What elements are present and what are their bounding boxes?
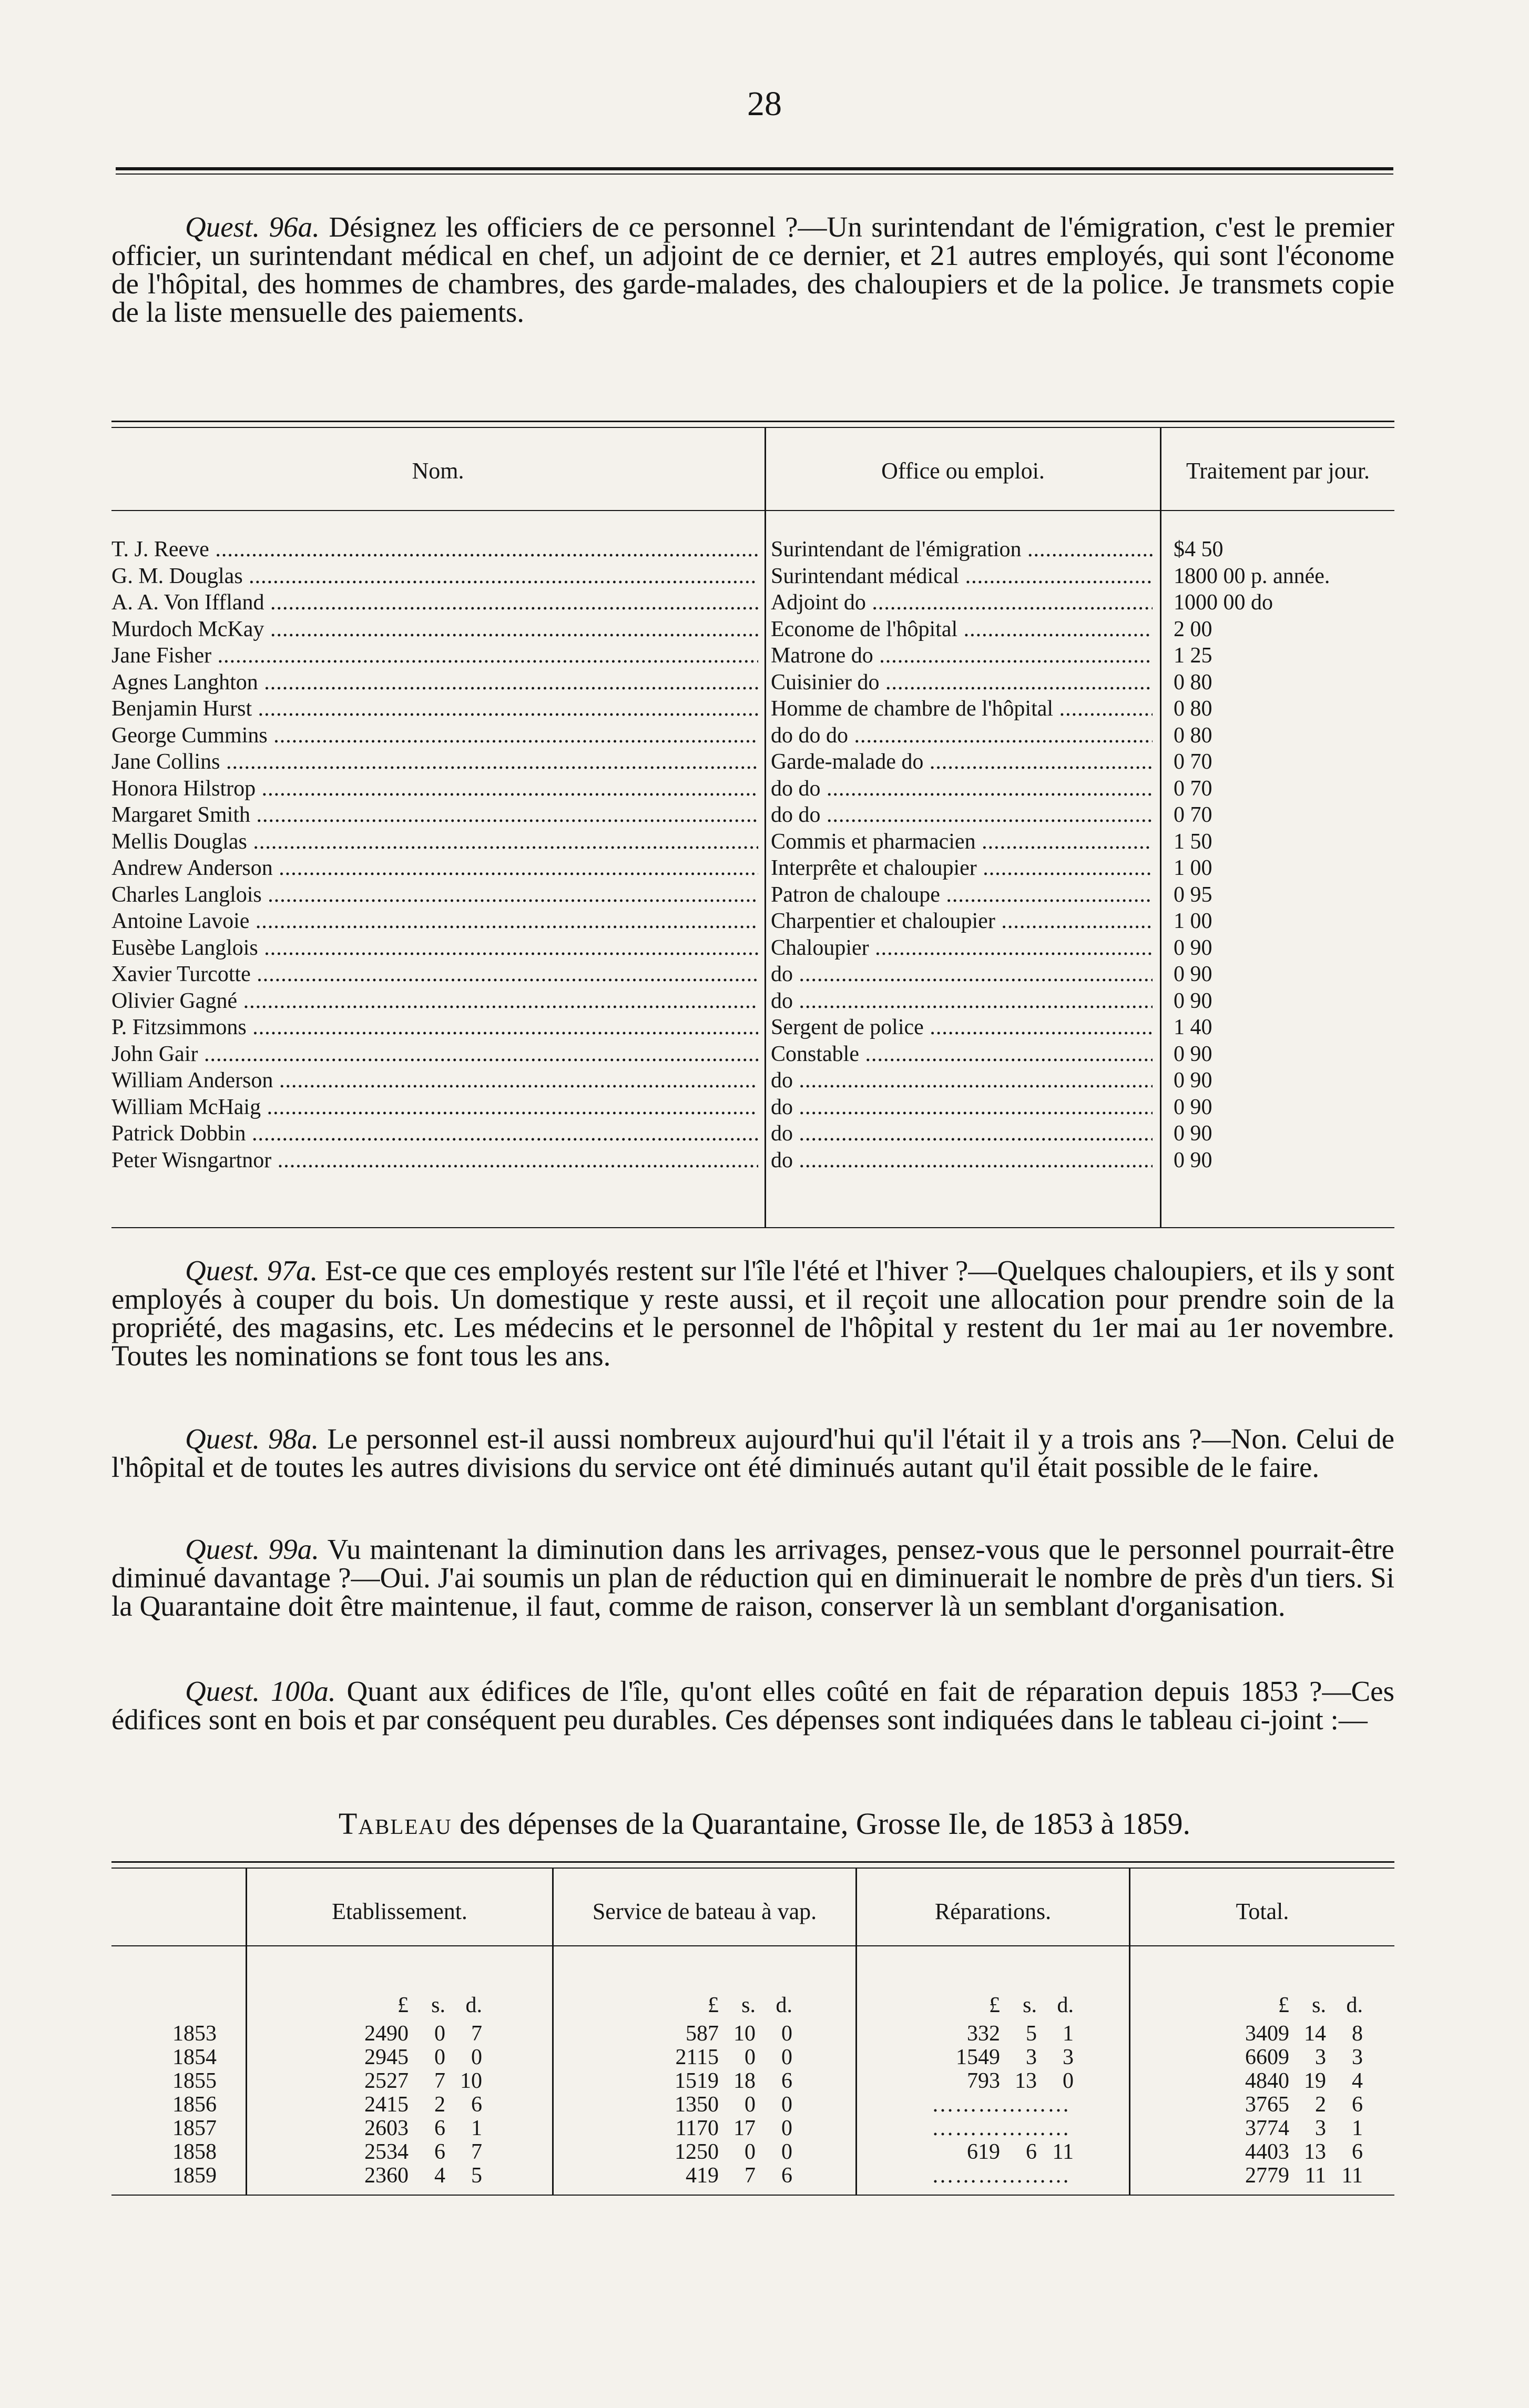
employee-name: Mellis Douglas ..... (111, 829, 758, 855)
amount-cell: 0 (745, 2093, 756, 2117)
year: 1855 (172, 2069, 217, 2093)
year: 1853 (172, 2022, 217, 2046)
empty-cell-dots: ……………… (932, 2116, 1071, 2140)
employee-office: do do ..... (771, 802, 1153, 828)
header-rule (116, 167, 1393, 170)
amount-cell: 2 (434, 2093, 445, 2117)
amount-cell: 3 (1315, 2045, 1326, 2069)
expenses-table-title (0, 1806, 1529, 1841)
header-rule (111, 510, 1394, 511)
amount-cell: 7 (471, 2022, 482, 2046)
title-prefix: Tableau (338, 1807, 452, 1841)
table-row (111, 722, 1394, 749)
employee-name: A. A. Von Iffland ..... (111, 589, 758, 616)
employee-office: Garde-malade do ..... (771, 749, 1153, 775)
employee-salary: 0 80 (1174, 670, 1212, 695)
amount-cell: 0 (781, 2022, 792, 2046)
employee-office: do do ..... (771, 776, 1153, 802)
year: 1857 (172, 2116, 217, 2140)
amount-cell: 0 (745, 2140, 756, 2164)
table-row (111, 802, 1394, 828)
employee-office: do ..... (771, 961, 1153, 987)
year: 1858 (172, 2140, 217, 2164)
amount-cell: 587 (686, 2022, 719, 2046)
employee-office: Econome de l'hôpital ..... (771, 616, 1153, 642)
amount-cell: 13 (1015, 2069, 1037, 2093)
col-header-name: Nom. (412, 458, 464, 484)
amount-cell: 1 (1352, 2116, 1363, 2140)
employee-salary: 1 50 (1174, 829, 1212, 854)
employee-salary: $4 50 (1174, 537, 1224, 562)
amount-cell: 1549 (956, 2045, 1000, 2069)
amount-cell: 4 (1352, 2069, 1363, 2093)
amount-cell: 332 (967, 2022, 1000, 2046)
amount-cell: 2360 (364, 2164, 409, 2188)
title-rest: des dépenses de la Quarantaine, Grosse Ile, de 1853 à 1859. (460, 1807, 1191, 1841)
employee-office: do ..... (771, 1094, 1153, 1120)
amount-cell: 0 (434, 2022, 445, 2046)
currency-unit: s. (431, 1993, 445, 2017)
table-row (111, 2045, 1394, 2069)
amount-cell: 2527 (364, 2069, 409, 2093)
question-label: Quest. 100a. (185, 1675, 336, 1707)
employee-office: Interprête et chaloupier ..... (771, 855, 1153, 881)
amount-cell: 2490 (364, 2022, 409, 2046)
paragraph-text: Le personnel est-il aussi nombreux aujourd'hui qu'il l'était il y a trois ans ?—Non. Celui de l'hôpital et de toutes les autres divisions du service ont été diminués autant qu'il était possible de le faire. (111, 1423, 1394, 1483)
amount-cell: 6 (434, 2140, 445, 2164)
table-row (111, 749, 1394, 775)
table-row (111, 2116, 1394, 2140)
employee-name: Xavier Turcotte ..... (111, 961, 758, 987)
paragraph-text: Vu maintenant la diminution dans les arrivages, pensez-vous que le personnel pourrait-être diminué davantage ?—Oui. J'ai soumis un plan de réduction qui en diminuerait le nombre de près d'un tiers. Si la Quarantaine doit être maintenue, il faut, comme de raison, conserver là un semblant d'organisation. (111, 1533, 1394, 1622)
year: 1859 (172, 2164, 217, 2188)
table-row (111, 961, 1394, 987)
employee-office: Sergent de police ..... (771, 1014, 1153, 1040)
amount-cell: 0 (471, 2045, 482, 2069)
amount-cell: 10 (460, 2069, 482, 2093)
paragraph-q98 (111, 1425, 1394, 1482)
employee-office: Charpentier et chaloupier ..... (771, 908, 1153, 934)
table-row (111, 1067, 1394, 1094)
employee-office: Constable ..... (771, 1041, 1153, 1067)
employee-office: Adjoint do ..... (771, 589, 1153, 616)
employee-name: Peter Wisngartnor ..... (111, 1147, 758, 1174)
question-label: Quest. 96a. (185, 211, 320, 243)
currency-unit: £ (1278, 1993, 1289, 2017)
empty-cell-dots: ……………… (932, 2164, 1071, 2188)
employee-salary: 0 70 (1174, 750, 1212, 774)
employee-name: Benjamin Hurst ..... (111, 696, 758, 722)
amount-cell: 2 (1315, 2093, 1326, 2117)
employee-name: Antoine Lavoie ..... (111, 908, 758, 934)
employee-name: Eusèbe Langlois ..... (111, 935, 758, 961)
employee-name: G. M. Douglas ..... (111, 563, 758, 589)
employee-salary: 1 25 (1174, 644, 1212, 668)
amount-cell: 11 (1341, 2164, 1363, 2188)
employee-name: T. J. Reeve ..... (111, 536, 758, 563)
amount-cell: 0 (781, 2045, 792, 2069)
employee-salary: 0 90 (1174, 1148, 1212, 1172)
col-header-office: Office ou emploi. (881, 458, 1045, 484)
amount-cell: 13 (1304, 2140, 1326, 2164)
table-row (111, 536, 1394, 563)
employee-salary: 1000 00 do (1174, 590, 1273, 615)
amount-cell: 1519 (675, 2069, 719, 2093)
amount-cell: 3 (1315, 2116, 1326, 2140)
table-row (111, 2022, 1394, 2046)
amount-cell: 5 (471, 2164, 482, 2188)
employee-name: Murdoch McKay ..... (111, 616, 758, 642)
employee-office: Surintendant médical ..... (771, 563, 1153, 589)
table-row (111, 1094, 1394, 1120)
employee-name: Jane Collins ..... (111, 749, 758, 775)
amount-cell: 18 (733, 2069, 756, 2093)
employee-salary: 0 90 (1174, 988, 1212, 1013)
amount-cell: 6 (1352, 2093, 1363, 2117)
table-row (111, 882, 1394, 908)
table-row (111, 616, 1394, 642)
amount-cell: 14 (1304, 2022, 1326, 2046)
table-bottom-rule (111, 1227, 1394, 1228)
paragraph-text: Quant aux édifices de l'île, qu'ont elles coûté en fait de réparation depuis 1853 ?—Ces édifices sont en bois et par conséquent peu durables. Ces dépenses sont indiquées dans le tableau ci-joint :— (111, 1675, 1394, 1736)
table-row (111, 908, 1394, 934)
amount-cell: 2115 (675, 2045, 719, 2069)
employee-salary: 0 80 (1174, 723, 1212, 748)
table-row (111, 1041, 1394, 1067)
amount-cell: 6 (471, 2093, 482, 2117)
year: 1856 (172, 2093, 217, 2117)
paragraph-text: Est-ce que ces employés restent sur l'île l'été et l'hiver ?—Quelques chaloupiers, et ils y sont employés à couper du bois. Un domestique y reste aussi, et il reçoit une allocation pour prendre soin de la propriété, des magasins, etc. Les médecins et le personnel de l'hôpital y restent du 1er mai au 1er novembre. Toutes les nominations se font tous les ans. (111, 1254, 1394, 1372)
amount-cell: 2415 (364, 2093, 409, 2117)
amount-cell: 4840 (1245, 2069, 1289, 2093)
amount-cell: 2534 (364, 2140, 409, 2164)
employee-name: P. Fitzsimmons ..... (111, 1014, 758, 1040)
amount-cell: 11 (1304, 2164, 1326, 2188)
amount-cell: 3774 (1245, 2116, 1289, 2140)
table-row (111, 696, 1394, 722)
page-number: 28 (747, 85, 782, 123)
employee-salary: 1800 00 p. année. (1174, 564, 1330, 588)
employee-name: Charles Langlois ..... (111, 882, 758, 908)
table-row (111, 669, 1394, 696)
employee-salary: 2 00 (1174, 617, 1212, 641)
amount-cell: 793 (967, 2069, 1000, 2093)
amount-cell: 2779 (1245, 2164, 1289, 2188)
table-row (111, 589, 1394, 616)
employee-salary: 0 90 (1174, 1095, 1212, 1119)
paragraph-q97 (111, 1254, 1394, 1372)
amount-cell: 3 (1026, 2045, 1037, 2069)
paragraph-q100 (111, 1677, 1394, 1734)
question-label: Quest. 99a. (185, 1533, 319, 1565)
employee-name: Olivier Gagné ..... (111, 988, 758, 1014)
employee-salary: 1 00 (1174, 909, 1212, 933)
amount-cell: 6 (781, 2164, 792, 2188)
amount-cell: 11 (1052, 2140, 1074, 2164)
table-row (111, 1014, 1394, 1040)
col-header-total: Total. (1236, 1899, 1289, 1924)
employee-name: John Gair ..... (111, 1041, 758, 1067)
employee-name: William Anderson ..... (111, 1067, 758, 1094)
employee-salary: 0 70 (1174, 776, 1212, 801)
employee-office: do ..... (771, 988, 1153, 1014)
employee-office: Commis et pharmacien ..... (771, 829, 1153, 855)
table-row (111, 1120, 1394, 1147)
employee-salary: 0 90 (1174, 1042, 1212, 1066)
employee-salary: 0 90 (1174, 1121, 1212, 1146)
amount-cell: 7 (434, 2069, 445, 2093)
amount-cell: 7 (745, 2164, 756, 2188)
employee-office: do do do ..... (771, 722, 1153, 749)
table-row (111, 855, 1394, 881)
amount-cell: 0 (781, 2093, 792, 2117)
table-row (111, 988, 1394, 1014)
paragraph-q96 (111, 213, 1394, 326)
employee-name: Jane Fisher ..... (111, 642, 758, 669)
amount-cell: 17 (733, 2116, 756, 2140)
amount-cell: 10 (733, 2022, 756, 2046)
employee-office: do ..... (771, 1067, 1153, 1094)
currency-unit: £ (708, 1993, 719, 2017)
table-row (111, 776, 1394, 802)
amount-cell: 4403 (1245, 2140, 1289, 2164)
amount-cell: 19 (1304, 2069, 1326, 2093)
employee-salary: 0 90 (1174, 935, 1212, 960)
employee-salary: 1 00 (1174, 856, 1212, 880)
currency-unit: d. (1057, 1993, 1074, 2017)
employee-salary: 0 90 (1174, 962, 1212, 986)
amount-cell: 3 (1063, 2045, 1074, 2069)
amount-cell: 3 (1352, 2045, 1363, 2069)
amount-cell: 0 (781, 2140, 792, 2164)
employee-name: Margaret Smith ..... (111, 802, 758, 828)
employee-name: Patrick Dobbin ..... (111, 1120, 758, 1147)
header-rule-thin (116, 174, 1393, 175)
amount-cell: 0 (781, 2116, 792, 2140)
employee-office: do ..... (771, 1120, 1153, 1147)
amount-cell: 1250 (675, 2140, 719, 2164)
amount-cell: 619 (967, 2140, 1000, 2164)
table-bottom-rule (111, 2195, 1394, 2196)
table-top-rule (111, 1861, 1394, 1863)
currency-unit: d. (776, 1993, 792, 2017)
amount-cell: 8 (1352, 2022, 1363, 2046)
employee-office: Surintendant de l'émigration ..... (771, 536, 1153, 563)
currency-unit: d. (465, 1993, 482, 2017)
employee-salary: 1 40 (1174, 1015, 1212, 1039)
year: 1854 (172, 2045, 217, 2069)
col-header-repairs: Réparations. (934, 1899, 1052, 1924)
employee-office: Matrone do ..... (771, 642, 1153, 669)
table-row (111, 2069, 1394, 2093)
amount-cell: 3409 (1245, 2022, 1289, 2046)
amount-cell: 6609 (1245, 2045, 1289, 2069)
employee-salary: 0 80 (1174, 697, 1212, 721)
empty-cell-dots: ……………… (932, 2093, 1071, 2117)
employee-name: Agnes Langhton ..... (111, 669, 758, 696)
currency-unit: s. (741, 1993, 756, 2017)
amount-cell: 3765 (1245, 2093, 1289, 2117)
table-row (111, 1147, 1394, 1174)
currency-unit: s. (1312, 1993, 1326, 2017)
currency-unit: s. (1023, 1993, 1037, 2017)
amount-cell: 1 (471, 2116, 482, 2140)
amount-cell: 0 (745, 2045, 756, 2069)
employee-office: Cuisinier do ..... (771, 669, 1153, 696)
table-row (111, 563, 1394, 589)
amount-cell: 7 (471, 2140, 482, 2164)
table-row (111, 935, 1394, 961)
amount-cell: 6 (1026, 2140, 1037, 2164)
question-label: Quest. 97a. (185, 1254, 318, 1287)
question-label: Quest. 98a. (185, 1423, 319, 1455)
employee-name: William McHaig ..... (111, 1094, 758, 1120)
employee-salary: 0 90 (1174, 1068, 1212, 1093)
amount-cell: 6 (434, 2116, 445, 2140)
employee-office: Patron de chaloupe ..... (771, 882, 1153, 908)
amount-cell: 419 (686, 2164, 719, 2188)
paragraph-text: Désignez les officiers de ce personnel ?—Un surintendant de l'émigration, c'est le premier officier, un surintendant médical en chef, un adjoint de ce dernier, et 21 autres employés, qui sont l'économe de l'hôpital, des hommes de chambres, des garde-malades, des chaloupiers et de la police. Je transmets copie de la liste mensuelle des paiements. (111, 211, 1394, 328)
amount-cell: 1350 (675, 2093, 719, 2117)
header-rule (111, 1945, 1394, 1946)
employee-name: George Cummins ..... (111, 722, 758, 749)
amount-cell: 1 (1063, 2022, 1074, 2046)
amount-cell: 6 (1352, 2140, 1363, 2164)
employee-office: Chaloupier ..... (771, 935, 1153, 961)
col-header-establishment: Etablissement. (332, 1899, 467, 1924)
employee-name: Honora Hilstrop ..... (111, 776, 758, 802)
table-row (111, 2140, 1394, 2164)
currency-unit: d. (1346, 1993, 1363, 2017)
employee-salary: 0 95 (1174, 882, 1212, 907)
currency-unit: £ (397, 1993, 409, 2017)
amount-cell: 2603 (364, 2116, 409, 2140)
table-row (111, 2093, 1394, 2117)
amount-cell: 1170 (675, 2116, 719, 2140)
col-header-salary: Traitement par jour. (1186, 458, 1370, 484)
paragraph-q99 (111, 1535, 1394, 1620)
table-row (111, 642, 1394, 669)
table-row (111, 829, 1394, 855)
table-top-rule-thin (111, 1868, 1394, 1869)
currency-unit: £ (989, 1993, 1000, 2017)
amount-cell: 4 (434, 2164, 445, 2188)
employee-name: Andrew Anderson ..... (111, 855, 758, 881)
employee-office: Homme de chambre de l'hôpital ..... (771, 696, 1153, 722)
table-row (111, 2164, 1394, 2188)
amount-cell: 6 (781, 2069, 792, 2093)
amount-cell: 0 (1063, 2069, 1074, 2093)
amount-cell: 5 (1026, 2022, 1037, 2046)
col-header-steamer: Service de bateau à vap. (592, 1899, 817, 1924)
amount-cell: 0 (434, 2045, 445, 2069)
employee-salary: 0 70 (1174, 803, 1212, 827)
table-top-rule-thin (111, 427, 1394, 428)
table-top-rule (111, 421, 1394, 422)
employee-office: do ..... (771, 1147, 1153, 1174)
amount-cell: 2945 (364, 2045, 409, 2069)
